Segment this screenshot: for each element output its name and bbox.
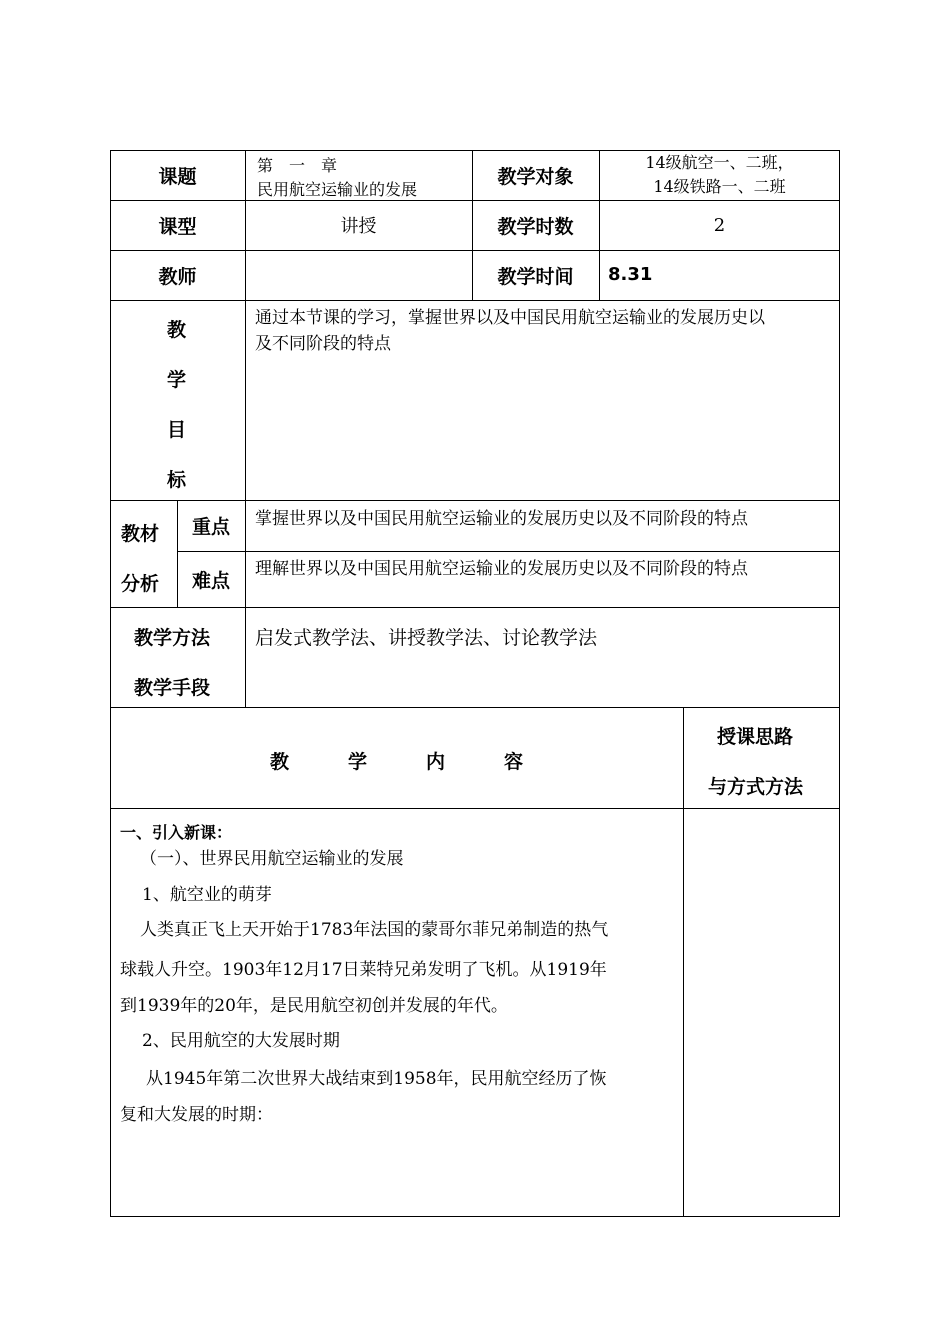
difficult-point-label: 难点 <box>191 569 230 592</box>
paragraph-line: 到1939年的20年，是民用航空初创并发展的年代。 <box>120 996 508 1016</box>
approach-header-line-2: 与方式方法 <box>708 776 804 798</box>
analysis-label <box>110 500 177 607</box>
key-point-line: 掌握世界以及中国民用航空运输业的发展历史以及不同阶段的特点 <box>255 509 748 529</box>
methods-text <box>245 607 840 707</box>
topic-label: 课题 <box>158 165 197 188</box>
content-header-char: 教 <box>270 751 290 773</box>
key-point-label: 重点 <box>191 516 230 538</box>
difficult-point-text <box>245 551 840 607</box>
paragraph-line: 复和大发展的时期： <box>120 1105 273 1125</box>
topic-value <box>245 150 472 200</box>
methods-text-line: 启发式教学法、讲授教学法、讨论教学法 <box>255 627 598 649</box>
paragraph-line: 球载人升空。1903年12月17日莱特兄弟发明了飞机。从1919年 <box>120 960 607 980</box>
content-header-char: 学 <box>348 751 368 773</box>
item-heading: 1、航空业的萌芽 <box>142 885 272 905</box>
methods-label-1: 教学方法 <box>134 627 211 649</box>
type-label: 课型 <box>158 215 197 238</box>
objectives-label-char: 目 <box>167 419 187 441</box>
teacher-label: 教师 <box>158 265 197 288</box>
content-header-char: 容 <box>504 751 524 773</box>
hours-label: 教学时数 <box>497 215 574 238</box>
objectives-label-char: 学 <box>167 369 187 391</box>
objectives-text <box>245 300 840 500</box>
audience-value <box>599 150 840 200</box>
topic-chapter: 第 一 章 <box>257 156 338 175</box>
content-header <box>110 707 683 808</box>
methods-label-2: 教学手段 <box>134 677 211 699</box>
item-heading: 2、民用航空的大发展时期 <box>142 1031 340 1051</box>
objectives-text-line: 及不同阶段的特点 <box>255 334 391 354</box>
objectives-text-line: 通过本节课的学习，掌握世界以及中国民用航空运输业的发展历史以 <box>255 308 765 328</box>
section-heading: 一、引入新课： <box>120 823 233 842</box>
subsection-heading: （一）、世界民用航空运输业的发展 <box>140 849 404 869</box>
key-point-text <box>245 500 840 551</box>
type-value: 讲授 <box>340 216 377 237</box>
objectives-label-char: 教 <box>167 319 187 341</box>
teacher-value <box>245 250 472 300</box>
audience-label: 教学对象 <box>497 165 574 188</box>
topic-title: 民用航空运输业的发展 <box>257 180 418 199</box>
approach-header-line-1: 授课思路 <box>717 726 794 748</box>
methods-label <box>110 607 245 707</box>
analysis-label-top: 教材 <box>121 523 160 545</box>
hours-value: 2 <box>713 214 726 236</box>
difficult-point-line: 理解世界以及中国民用航空运输业的发展历史以及不同阶段的特点 <box>255 559 748 579</box>
paragraph-line: 从1945年第二次世界大战结束到1958年，民用航空经历了恢 <box>146 1069 607 1089</box>
objectives-label <box>110 300 245 500</box>
audience-line-2: 14级铁路一、二班 <box>653 177 786 196</box>
content-body <box>110 808 683 1217</box>
analysis-label-bottom: 分析 <box>121 573 160 595</box>
approach-header <box>683 707 840 808</box>
content-header-char: 内 <box>426 751 446 773</box>
objectives-label-char: 标 <box>167 469 187 491</box>
approach-body <box>683 808 840 1217</box>
audience-line-1: 14级航空一、二班， <box>645 153 794 172</box>
date-value: 8.31 <box>608 264 653 285</box>
date-label: 教学时间 <box>497 265 574 288</box>
paragraph-line: 人类真正飞上天开始于1783年法国的蒙哥尔菲兄弟制造的热气 <box>140 920 609 940</box>
